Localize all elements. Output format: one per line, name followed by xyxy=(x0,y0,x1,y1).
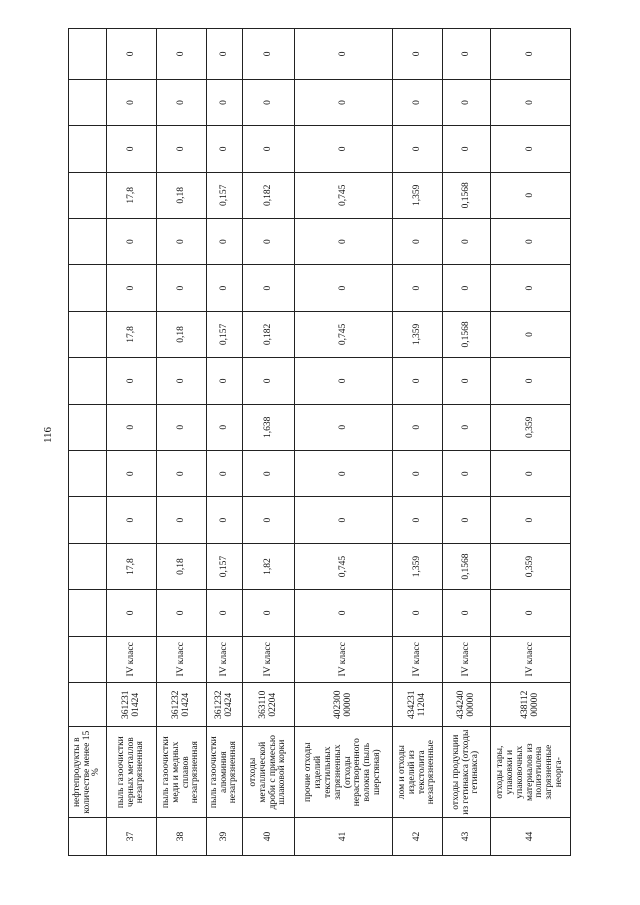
value-cell: 0 xyxy=(207,358,243,404)
waste-name: пыль газоочистки меди и медных сплавов незагрязненная xyxy=(157,727,207,818)
value-cell: 0 xyxy=(295,404,393,450)
hazard-class: IV класс xyxy=(207,636,243,682)
value-cell: 0 xyxy=(393,590,443,636)
value-cell: 1,82 xyxy=(243,543,295,589)
value-cell: 0,359 xyxy=(491,543,571,589)
value-cell: 0 xyxy=(491,29,571,80)
hazard-class: IV класс xyxy=(157,636,207,682)
row-number: 37 xyxy=(107,818,157,856)
value-cell: 0 xyxy=(157,218,207,264)
value-cell: 0 xyxy=(295,79,393,125)
value-cell xyxy=(69,126,107,172)
waste-code: 361231 01424 xyxy=(107,683,157,727)
waste-code xyxy=(69,683,107,727)
value-cell: 0 xyxy=(491,265,571,311)
table-row xyxy=(295,29,393,856)
table-row xyxy=(491,29,571,856)
value-cell: 0 xyxy=(295,451,393,497)
value-cell: 17,8 xyxy=(107,311,157,357)
value-cell: 0,745 xyxy=(295,172,393,218)
table-row xyxy=(443,29,491,856)
value-cell: 0 xyxy=(107,265,157,311)
value-cell: 0,182 xyxy=(243,172,295,218)
waste-code: 361232 02424 xyxy=(207,683,243,727)
value-cell: 0,1568 xyxy=(443,543,491,589)
page-number: 116 xyxy=(42,426,54,444)
value-cell: 0 xyxy=(243,218,295,264)
value-cell: 0 xyxy=(157,590,207,636)
value-cell: 0 xyxy=(157,126,207,172)
value-cell: 0 xyxy=(107,126,157,172)
value-cell: 0 xyxy=(491,358,571,404)
row-number: 39 xyxy=(207,818,243,856)
hazard-class: IV класс xyxy=(107,636,157,682)
value-cell: 0 xyxy=(207,126,243,172)
value-cell: 0,18 xyxy=(157,172,207,218)
value-cell: 0 xyxy=(443,265,491,311)
value-cell: 0 xyxy=(207,497,243,543)
value-cell: 0 xyxy=(157,29,207,80)
table-row xyxy=(69,29,107,856)
value-cell: 0 xyxy=(157,358,207,404)
value-cell: 0 xyxy=(443,126,491,172)
row-number xyxy=(69,818,107,856)
waste-code: 438112 00000 xyxy=(491,683,571,727)
value-cell: 0 xyxy=(295,265,393,311)
value-cell: 0 xyxy=(107,218,157,264)
row-number: 44 xyxy=(491,818,571,856)
value-cell: 0 xyxy=(393,497,443,543)
waste-code: 434231 11204 xyxy=(393,683,443,727)
row-number: 40 xyxy=(243,818,295,856)
value-cell: 0 xyxy=(443,451,491,497)
value-cell: 0 xyxy=(207,79,243,125)
value-cell xyxy=(69,590,107,636)
value-cell: 0 xyxy=(491,172,571,218)
value-cell: 0 xyxy=(295,29,393,80)
value-cell: 0 xyxy=(393,451,443,497)
value-cell: 17,8 xyxy=(107,172,157,218)
table-row xyxy=(107,29,157,856)
waste-name: отходы тары, упаковки и упаковочных материалов из полиэтилена загрязненные неорга- xyxy=(491,727,571,818)
value-cell: 0,1568 xyxy=(443,172,491,218)
table-row xyxy=(207,29,243,856)
value-cell: 0 xyxy=(243,29,295,80)
value-cell: 0 xyxy=(443,29,491,80)
table-row xyxy=(243,29,295,856)
value-cell: 17,8 xyxy=(107,543,157,589)
value-cell: 0 xyxy=(443,497,491,543)
value-cell xyxy=(69,404,107,450)
hazard-class: IV класс xyxy=(443,636,491,682)
table-frame xyxy=(68,28,570,856)
value-cell: 0 xyxy=(207,29,243,80)
value-cell: 0,359 xyxy=(491,404,571,450)
row-number: 38 xyxy=(157,818,207,856)
value-cell: 0 xyxy=(443,358,491,404)
value-cell xyxy=(69,79,107,125)
table-row xyxy=(393,29,443,856)
value-cell: 0 xyxy=(295,218,393,264)
value-cell: 0 xyxy=(207,590,243,636)
value-cell: 0 xyxy=(393,358,443,404)
hazard-class: IV класс xyxy=(243,636,295,682)
value-cell: 0 xyxy=(443,79,491,125)
waste-code: 361232 01424 xyxy=(157,683,207,727)
value-cell: 1,638 xyxy=(243,404,295,450)
value-cell: 0 xyxy=(243,497,295,543)
value-cell: 0 xyxy=(243,451,295,497)
hazard-class: IV класс xyxy=(491,636,571,682)
value-cell: 0 xyxy=(393,79,443,125)
value-cell: 0 xyxy=(491,218,571,264)
waste-name: лом и отходы изделий из текстолита незагрязненные xyxy=(393,727,443,818)
value-cell: 0 xyxy=(243,358,295,404)
value-cell: 0,18 xyxy=(157,543,207,589)
value-cell: 0 xyxy=(393,404,443,450)
value-cell: 0 xyxy=(491,497,571,543)
value-cell xyxy=(69,172,107,218)
value-cell: 0 xyxy=(295,126,393,172)
hazard-class: IV класс xyxy=(295,636,393,682)
value-cell: 0 xyxy=(107,497,157,543)
value-cell: 0 xyxy=(443,404,491,450)
value-cell: 0,18 xyxy=(157,311,207,357)
value-cell: 0 xyxy=(295,590,393,636)
waste-name: отходы металлической дроби с примесью шлаковой корки xyxy=(243,727,295,818)
row-number: 42 xyxy=(393,818,443,856)
value-cell: 0 xyxy=(157,497,207,543)
value-cell: 0 xyxy=(107,451,157,497)
value-cell: 0 xyxy=(491,590,571,636)
value-cell: 0 xyxy=(243,126,295,172)
value-cell: 0,157 xyxy=(207,543,243,589)
row-number: 41 xyxy=(295,818,393,856)
hazard-class xyxy=(69,636,107,682)
table-body xyxy=(69,29,571,856)
waste-table xyxy=(68,28,571,856)
value-cell: 0 xyxy=(443,218,491,264)
waste-name: пыль газоочистки алюминия незагрязненная xyxy=(207,727,243,818)
value-cell: 1,359 xyxy=(393,311,443,357)
value-cell: 0 xyxy=(393,29,443,80)
value-cell: 0 xyxy=(207,451,243,497)
waste-code: 434240 00000 xyxy=(443,683,491,727)
table-row xyxy=(157,29,207,856)
value-cell: 0 xyxy=(393,218,443,264)
waste-name: прочие отходы изделий текстильных загрязненных (отходы нерастворенного волокна (пыль шерстяная) xyxy=(295,727,393,818)
value-cell: 0 xyxy=(443,590,491,636)
value-cell: 0 xyxy=(243,79,295,125)
value-cell: 0 xyxy=(157,451,207,497)
value-cell: 0,1568 xyxy=(443,311,491,357)
value-cell xyxy=(69,265,107,311)
value-cell: 0 xyxy=(295,358,393,404)
hazard-class: IV класс xyxy=(393,636,443,682)
value-cell: 0 xyxy=(393,126,443,172)
value-cell xyxy=(69,497,107,543)
value-cell: 0 xyxy=(107,404,157,450)
value-cell: 0 xyxy=(157,404,207,450)
value-cell: 0 xyxy=(491,79,571,125)
waste-code: 363110 02204 xyxy=(243,683,295,727)
value-cell: 0 xyxy=(107,358,157,404)
value-cell: 0 xyxy=(107,29,157,80)
value-cell: 0 xyxy=(491,451,571,497)
value-cell xyxy=(69,358,107,404)
value-cell: 0 xyxy=(243,590,295,636)
value-cell: 0,157 xyxy=(207,172,243,218)
waste-name: нефтепродукты в количестве менее 15 % xyxy=(69,727,107,818)
value-cell: 0 xyxy=(207,218,243,264)
value-cell: 1,359 xyxy=(393,543,443,589)
value-cell xyxy=(69,543,107,589)
value-cell xyxy=(69,218,107,264)
value-cell: 0,745 xyxy=(295,311,393,357)
waste-code: 402300 00000 xyxy=(295,683,393,727)
value-cell xyxy=(69,311,107,357)
value-cell xyxy=(69,29,107,80)
value-cell: 0 xyxy=(243,265,295,311)
value-cell: 0 xyxy=(393,265,443,311)
waste-name: пыль газоочистки черных металлов незагрязненная xyxy=(107,727,157,818)
waste-name: отходы продукции из гетинакса (отходы гетинакса) xyxy=(443,727,491,818)
row-number: 43 xyxy=(443,818,491,856)
value-cell xyxy=(69,451,107,497)
value-cell: 0 xyxy=(207,265,243,311)
value-cell: 0,157 xyxy=(207,311,243,357)
value-cell: 0 xyxy=(107,590,157,636)
value-cell: 0,182 xyxy=(243,311,295,357)
value-cell: 0,745 xyxy=(295,543,393,589)
value-cell: 0 xyxy=(207,404,243,450)
value-cell: 0 xyxy=(107,79,157,125)
value-cell: 0 xyxy=(157,265,207,311)
value-cell: 0 xyxy=(491,126,571,172)
value-cell: 0 xyxy=(491,311,571,357)
value-cell: 1,359 xyxy=(393,172,443,218)
value-cell: 0 xyxy=(295,497,393,543)
value-cell: 0 xyxy=(157,79,207,125)
